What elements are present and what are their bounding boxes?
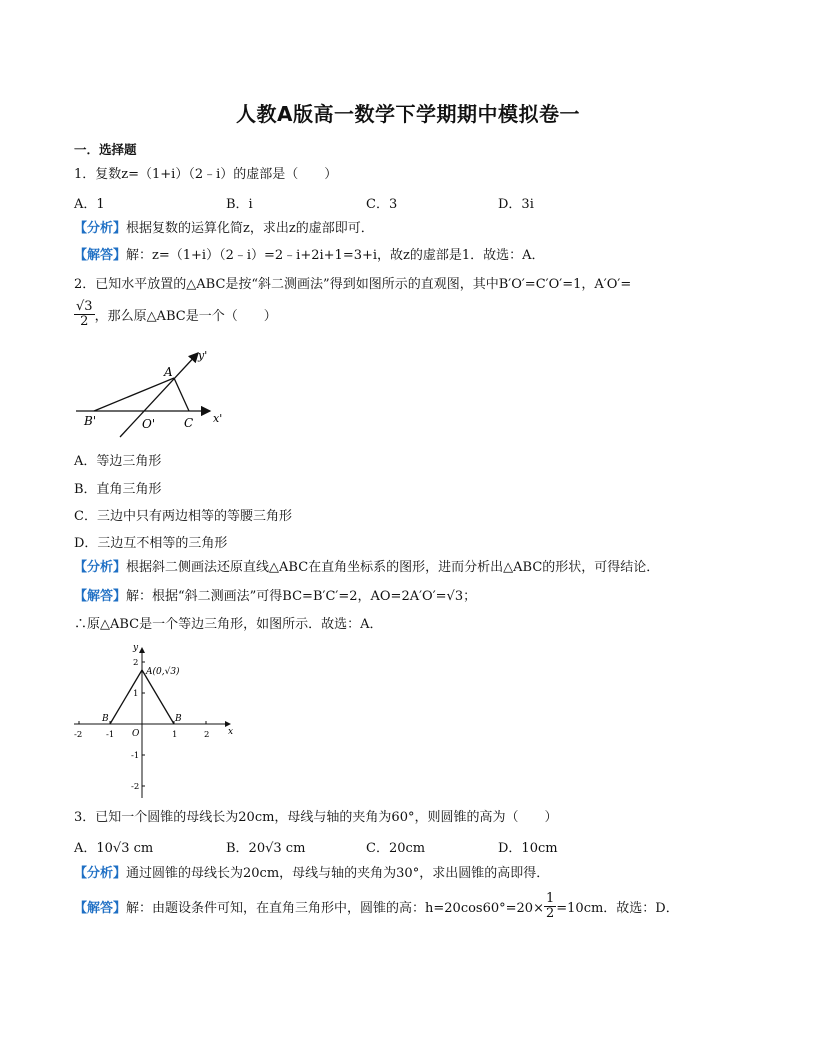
label-x: x' <box>213 412 223 425</box>
q3-answer <box>74 892 679 921</box>
analysis-tag: 【分析】 <box>74 866 127 881</box>
tick-x-2: 2 <box>204 730 210 740</box>
tick-y-1: 1 <box>133 689 139 699</box>
q2-option-b: B．直角三角形 <box>74 482 162 497</box>
frac-num: √3 <box>76 299 93 314</box>
tick-x-neg1: -1 <box>106 730 115 740</box>
label-x: x <box>228 727 234 737</box>
answer-tag: 【解答】 <box>74 901 127 916</box>
q2-option-c: C．三边中只有两边相等的等腰三角形 <box>74 509 292 524</box>
q1-analysis-text: 根据复数的运算化简z，求出z的虚部即可． <box>126 221 374 236</box>
oblique-figure <box>70 345 240 440</box>
q3-answer-post: =10cm．故选：D． <box>556 901 679 916</box>
q3-option-c: C．20cm <box>366 841 426 856</box>
answer-tag: 【解答】 <box>74 589 127 604</box>
label-o: O' <box>142 417 156 431</box>
q1-stem: 1．复数z=（1+i）（2﹣i）的虚部是（ ） <box>74 167 338 182</box>
coordinate-figure <box>70 640 245 800</box>
segment-ba <box>94 378 174 411</box>
q2-analysis-text: 根据斜二侧画法还原直线△ABC在直角坐标系的图形，进而分析出△ABC的形状，可得结论． <box>126 560 660 575</box>
tick-x-1: 1 <box>172 730 178 740</box>
q1-option-b: B．i <box>226 197 253 212</box>
label-b-right: B <box>175 714 182 724</box>
side-ab <box>142 670 174 724</box>
tick-y-2: 2 <box>133 658 139 668</box>
q3-option-b: B．20√3 cm <box>226 841 306 856</box>
q3-analysis-text: 通过圆锥的母线长为20cm，母线与轴的夹角为30°，求出圆锥的高即得． <box>126 866 550 881</box>
label-y: y <box>133 643 139 653</box>
label-a: A <box>164 365 173 379</box>
q1-option-d: D．3i <box>498 197 534 212</box>
q3-option-d: D．10cm <box>498 841 558 856</box>
label-y: y' <box>198 349 208 362</box>
tick-x-neg2: -2 <box>74 730 83 740</box>
q2-option-a: A．等边三角形 <box>74 454 162 469</box>
frac-num: 1 <box>545 891 555 906</box>
tick-y-neg1: -1 <box>131 751 140 761</box>
label-b: B' <box>84 414 97 428</box>
q2-answer-text: 解：根据“斜二测画法”可得BC=B′C′=2，AO=2A′O′=√3； <box>126 589 477 604</box>
q3-stem: 3．已知一个圆锥的母线长为20cm，母线与轴的夹角为60°，则圆锥的高为（ ） <box>74 810 558 825</box>
tick-y-neg2: -2 <box>131 782 140 792</box>
analysis-tag: 【分析】 <box>74 560 127 575</box>
one-half <box>544 892 556 921</box>
section-heading: 一．选择题 <box>74 142 137 157</box>
analysis-tag: 【分析】 <box>74 221 127 236</box>
label-a-point: A(0,√3) <box>146 667 180 677</box>
segment-ac <box>174 378 189 411</box>
q1-answer <box>74 247 545 265</box>
q2-answer <box>74 588 476 606</box>
answer-tag: 【解答】 <box>74 248 127 263</box>
q3-answer-pre: 解：由题设条件可知，在直角三角形中，圆锥的高：h=20cos60°=20× <box>126 901 544 916</box>
q2-stem-line1: 2．已知水平放置的△ABC是按“斜二测画法”得到如图所示的直观图，其中B′O′=C′O′=1，A′O′= <box>74 277 632 292</box>
q2-stem-tail: ，那么原△ABC是一个（ ） <box>94 309 277 324</box>
q1-analysis <box>74 220 374 238</box>
q2-analysis <box>74 559 659 577</box>
label-b-left: B <box>102 714 109 724</box>
q2-stem-line2 <box>74 300 277 329</box>
label-c: C <box>184 416 194 430</box>
q1-answer-text: 解：z=（1+i）（2﹣i）=2﹣i+2i+1=3+i，故z的虚部是1．故选：A． <box>126 248 545 263</box>
page-title: 人教A版高一数学下学期期中模拟卷一 <box>236 102 580 126</box>
sqrt3-over-2 <box>74 300 95 329</box>
frac-den: 2 <box>545 906 555 921</box>
q1-option-c: C．3 <box>366 197 398 212</box>
q1-option-a: A．1 <box>74 197 105 212</box>
q2-conclusion: ∴原△ABC是一个等边三角形，如图所示．故选：A． <box>74 617 383 632</box>
q3-analysis <box>74 865 549 883</box>
label-origin: O <box>132 729 140 739</box>
frac-den: 2 <box>80 314 89 329</box>
q3-option-a: A．10√3 cm <box>74 841 154 856</box>
q2-option-d: D．三边互不相等的三角形 <box>74 536 228 551</box>
